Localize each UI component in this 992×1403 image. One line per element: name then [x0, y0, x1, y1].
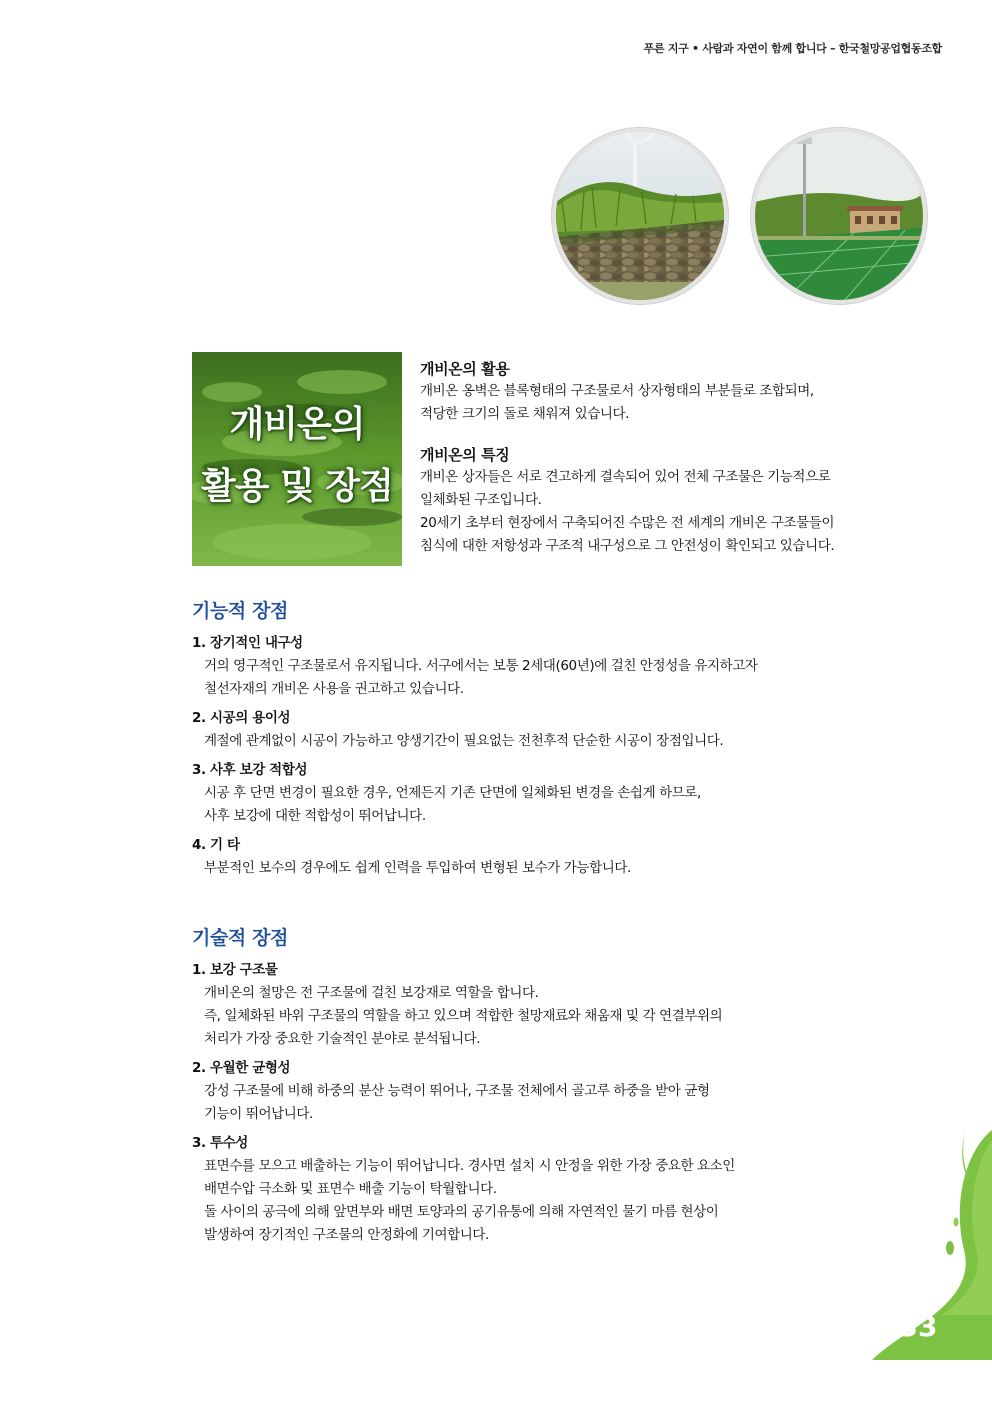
functional-advantages-title: 기능적 장점	[192, 600, 288, 622]
item-line: 거의 영구적인 구조물로서 유지됩니다. 서구에서는 보통 2세대(60년)에 걸친 안정성을 유지하고자	[204, 658, 758, 674]
item-line: 철선자재의 개비온 사용을 권고하고 있습니다.	[204, 681, 464, 697]
list-item	[192, 834, 812, 880]
item-line: 강성 구조물에 비해 하중의 분산 능력이 뛰어나, 구조물 전체에서 골고루 하중을 받아 균형	[204, 1083, 710, 1099]
item-line: 개비온의 철망은 전 구조물에 걸친 보강재로 역할을 합니다.	[204, 985, 539, 1001]
intro-block	[420, 352, 880, 558]
item-heading: 3. 투수성	[192, 1135, 248, 1151]
item-line: 표면수를 모으고 배출하는 기능이 뛰어납니다. 경사면 설치 시 안정을 위한 가장 중요한 요소인	[204, 1158, 735, 1174]
running-header: 푸른 지구 • 사람과 자연이 함께 합니다 – 한국철망공업협동조합	[643, 42, 942, 55]
features-heading: 개비온의 특징	[420, 446, 510, 464]
page-number: 33	[898, 1310, 938, 1343]
item-heading: 2. 시공의 용이성	[192, 710, 291, 726]
item-heading: 3. 사후 보강 적합성	[192, 762, 308, 778]
item-line: 기능이 뛰어납니다.	[204, 1106, 313, 1122]
item-line: 돌 사이의 공극에 의해 앞면부와 배면 토양과의 공기유통에 의해 자연적인 물기 마름 현상이	[204, 1204, 719, 1220]
list-item	[192, 1057, 812, 1126]
functional-advantages-section	[192, 598, 812, 886]
list-item	[192, 959, 812, 1051]
usage-line: 적당한 크기의 돌로 채워져 있습니다.	[420, 406, 630, 422]
usage-line: 개비온 옹벽은 블록형태의 구조물로서 상자형태의 부분들로 조합되며,	[420, 383, 814, 399]
list-item	[192, 759, 812, 828]
technical-advantages-title: 기술적 장점	[192, 927, 288, 949]
title-line-1: 개비온의	[229, 404, 365, 445]
item-heading: 1. 보강 구조물	[192, 962, 278, 978]
item-line: 부분적인 보수의 경우에도 쉽게 인력을 투입하여 변형된 보수가 가능합니다.	[204, 860, 631, 876]
features-line: 일체화된 구조입니다.	[420, 492, 542, 508]
technical-advantages-section	[192, 925, 812, 1253]
sports-field-photo	[751, 128, 927, 304]
usage-heading: 개비온의 활용	[420, 360, 510, 378]
gabion-wall-photo	[552, 128, 728, 304]
item-line: 계절에 관계없이 시공이 가능하고 양생기간이 필요없는 전천후적 단순한 시공이 장점입니다.	[204, 733, 724, 749]
item-line: 발생하여 장기적인 구조물의 안정화에 기여합니다.	[204, 1227, 489, 1243]
features-line: 20세기 초부터 현장에서 구축되어진 수많은 전 세계의 개비온 구조물들이	[420, 515, 835, 531]
item-line: 배면수압 극소화 및 표면수 배출 기능이 탁월합니다.	[204, 1181, 497, 1197]
list-item	[192, 707, 812, 753]
features-line: 침식에 대한 저항성과 구조적 내구성으로 그 안전성이 확인되고 있습니다.	[420, 538, 835, 554]
item-heading: 2. 우월한 균형성	[192, 1060, 291, 1076]
item-heading: 4. 기 타	[192, 837, 240, 853]
title-line-2: 활용 및 장점	[201, 466, 393, 507]
list-item	[192, 1132, 812, 1247]
item-heading: 1. 장기적인 내구성	[192, 635, 303, 651]
item-line: 즉, 일체화된 바위 구조물의 역할을 하고 있으며 적합한 철망재료와 채움재 및 각 연결부위의	[204, 1008, 723, 1024]
item-line: 처리가 가장 중요한 기술적인 분야로 분석됩니다.	[204, 1031, 481, 1047]
list-item	[192, 632, 812, 701]
section-title-box	[192, 352, 402, 566]
item-line: 시공 후 단면 변경이 필요한 경우, 언제든지 기존 단면에 일체화된 변경을 손쉽게 하므로,	[204, 785, 701, 801]
features-line: 개비온 상자들은 서로 견고하게 결속되어 있어 전체 구조물은 기능적으로	[420, 469, 831, 485]
item-line: 사후 보강에 대한 적합성이 뛰어납니다.	[204, 808, 426, 824]
